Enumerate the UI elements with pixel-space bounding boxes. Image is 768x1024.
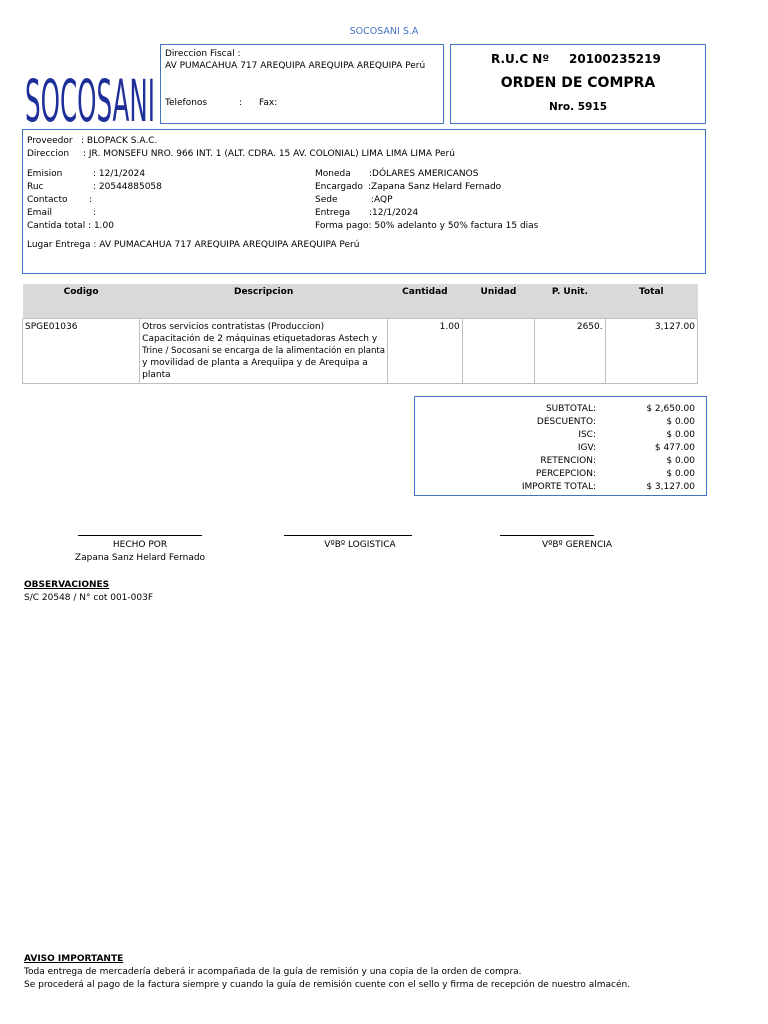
supplier-info-box [22,129,706,274]
cell-quantity: 1.00 [388,319,463,384]
payment-terms: Forma pago: 50% adelanto y 50% factura 15 dias [315,221,539,231]
perception-label: PERCEPCION: [535,469,596,479]
total-quantity: Cantida total : 1.00 [27,221,114,231]
email-label: Email [27,208,52,218]
ruc-supplier-label: Ruc [27,182,44,192]
retention-label: RETENCION: [540,456,596,466]
cell-description [140,319,388,384]
contact-value: : [89,195,93,205]
contact-label: Contacto [27,195,68,205]
table-header-row [23,284,698,319]
phones-label: Telefonos [165,98,208,108]
cell-unit [462,319,535,384]
signature-line-made-by [78,535,202,536]
emission-value: : 12/1/2024 [93,169,146,179]
company-header: SOCOSANI S.A [349,26,419,37]
made-by-name: Zapana Sanz Helard Fernado [74,553,206,563]
notice-line-2: Se procederá al pago de la factura siempre y cuando la guía de remisión cuente con el sello y firma de recepción de nuestro almacén. [24,980,631,990]
subtotal-label: SUBTOTAL: [545,404,596,414]
description-line: Capacitación de 2 máquinas etiquetadoras Astech y [142,334,378,344]
description-line: Otros servicios contratistas (Produccion) [142,322,325,332]
notice-title: AVISO IMPORTANTE [24,954,124,964]
col-header-description: Descripcion [140,284,388,319]
management-approval-label: VºBº GERENCIA [541,540,613,550]
col-header-unit: Unidad [462,284,535,319]
description-line: y movilidad de planta a Arequiipa y de Arequipa a [142,358,368,368]
fax-label: Fax: [259,98,278,108]
delivery-label: Entrega [315,208,351,218]
ruc-supplier-value: : 20544885058 [93,182,162,192]
observations-text: S/C 20548 / N° cot 001-003F [24,593,153,603]
delivery-value: :12/1/2024 [369,208,419,218]
ruc-box [450,44,706,124]
discount-value: $ 0.00 [666,417,695,427]
phones-separator: : [239,98,243,108]
isc-label: ISC: [578,430,596,440]
col-header-quantity: Cantidad [388,284,463,319]
grand-total-label: IMPORTE TOTAL: [521,482,596,492]
observations-title: OBSERVACIONES [24,580,110,590]
company-logo [22,44,158,124]
col-header-unit-price: P. Unit. [535,284,605,319]
supplier-address-label: Direccion [27,149,70,159]
signature-line-logistics [284,535,412,536]
supplier-label: Proveedor [27,136,73,146]
igv-label: IGV: [577,443,596,453]
description-line: planta [142,370,171,380]
igv-value: $ 477.00 [654,443,695,453]
currency-label: Moneda [315,169,351,179]
made-by-label: HECHO POR [112,540,168,550]
logistics-approval-label: VºBº LOGISTICA [324,540,396,550]
items-table [22,284,698,384]
supplier-value: : BLOPACK S.A.C. [81,136,158,146]
email-value: : [93,208,97,218]
supplier-address-value: : JR. MONSEFU NRO. 966 INT. 1 (ALT. CDRA. 15 AV. COLONIAL) LIMA LIMA LIMA Perú [83,149,455,159]
subtotal-value: $ 2,650.00 [646,404,695,414]
manager-value: :Zapana Sanz Helard Fernado [368,182,502,192]
document-title: ORDEN DE COMPRA [500,75,656,91]
cell-total: 3,127.00 [605,319,697,384]
logo-text: SOCOSANI [25,67,155,124]
delivery-place: Lugar Entrega : AV PUMACAHUA 717 AREQUIPA AREQUIPA AREQUIPA Perú [27,240,360,250]
notice-line-1: Toda entrega de mercadería deberá ir acompañada de la guía de remisión y una copia de la orden de compra. [24,967,522,977]
fiscal-address-label: Direccion Fiscal : [165,49,241,59]
site-value: :AQP [371,195,393,205]
col-header-total: Total [605,284,697,319]
isc-value: $ 0.00 [666,430,695,440]
description-line: Trine / Socosani se encarga de la alimentación en planta [142,346,386,356]
table-row [23,319,698,384]
currency-value: :DÓLARES AMERICANOS [369,169,479,179]
emission-label: Emision [27,169,63,179]
cell-code: SPGE01036 [23,319,140,384]
retention-value: $ 0.00 [666,456,695,466]
totals-box [414,396,707,496]
grand-total-value: $ 3,127.00 [646,482,695,492]
signature-line-management [500,535,594,536]
fiscal-address-value: AV PUMACAHUA 717 AREQUIPA AREQUIPA AREQUIPA Perú [165,61,426,71]
cell-unit-price: 2650. [535,319,605,384]
manager-label: Encargado [315,182,363,192]
site-label: Sede [315,195,338,205]
ruc-label: R.U.C Nº [491,52,550,66]
ruc-number: 20100235219 [569,52,661,66]
fiscal-info-box [160,44,444,124]
order-number: Nro. 5915 [548,101,608,113]
col-header-code: Codigo [23,284,140,319]
perception-value: $ 0.00 [666,469,695,479]
discount-label: DESCUENTO: [536,417,596,427]
